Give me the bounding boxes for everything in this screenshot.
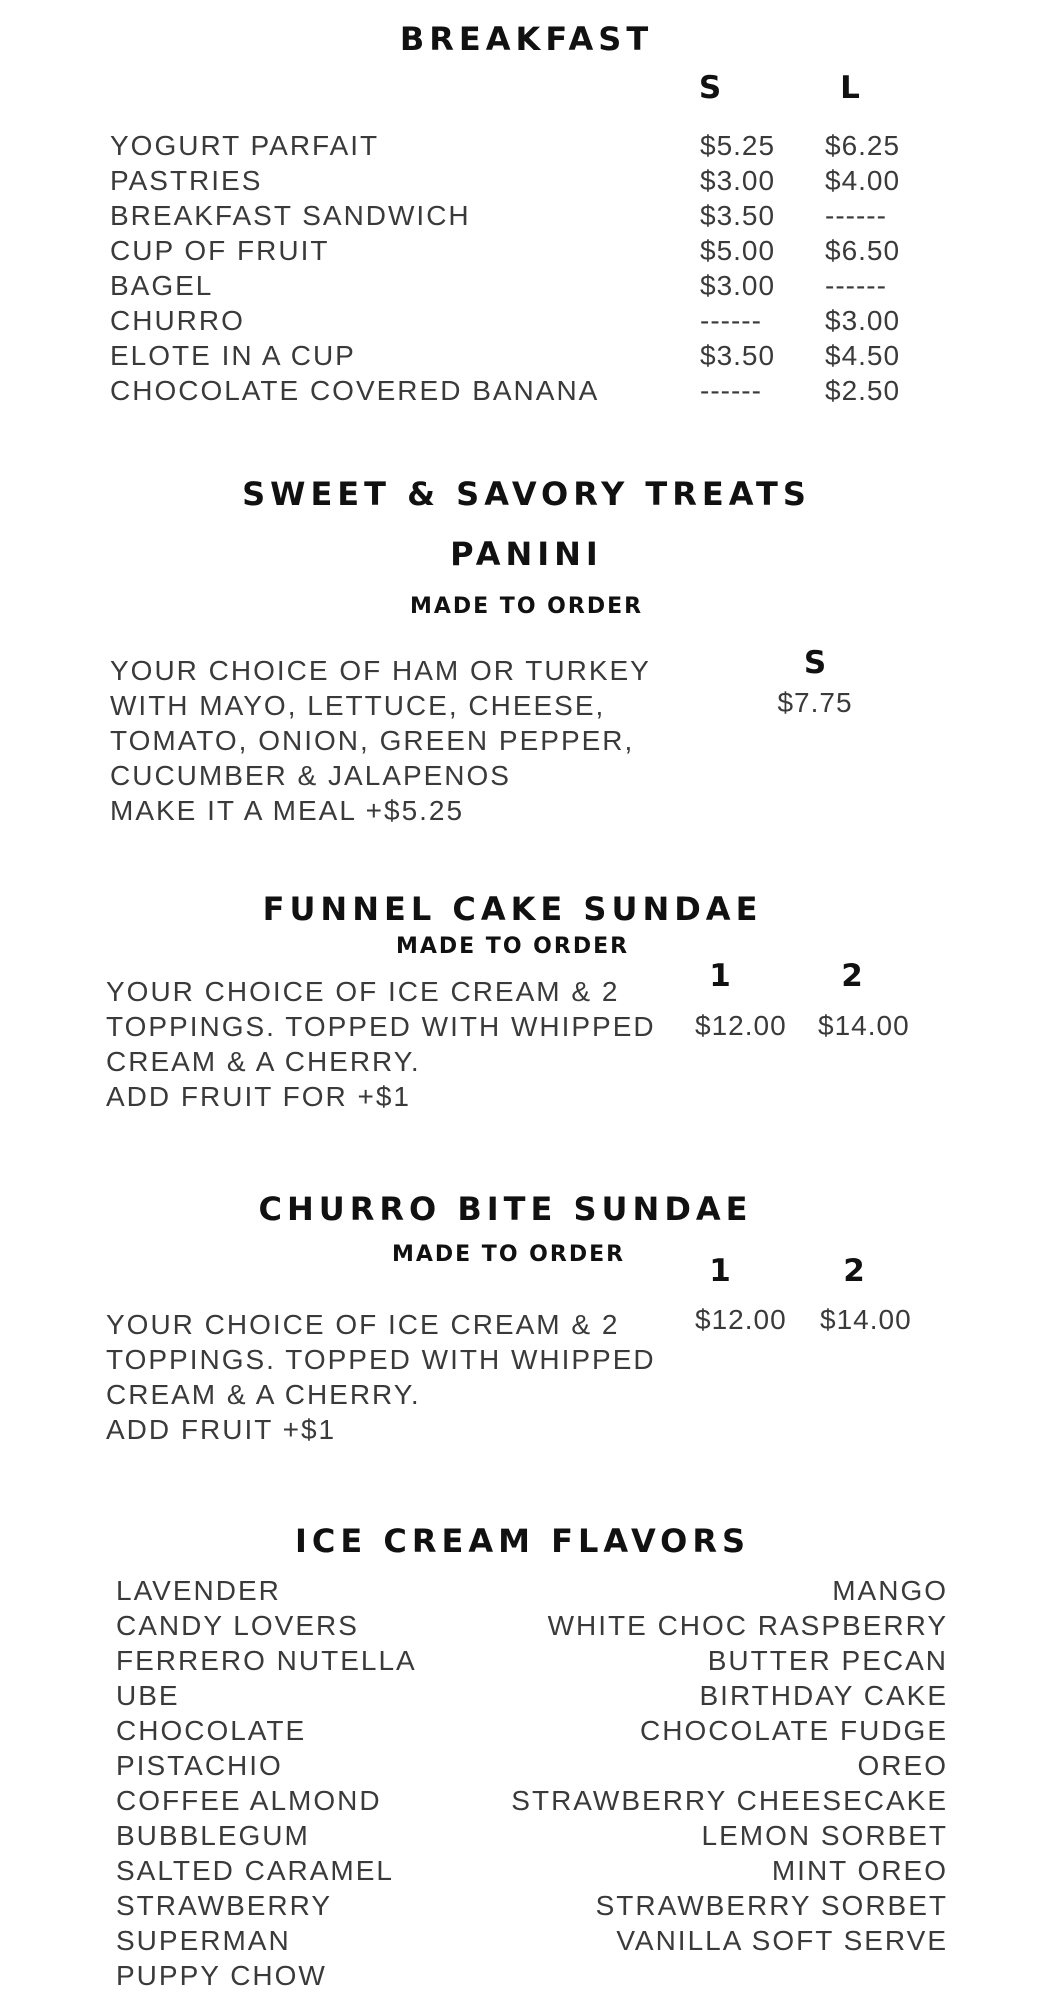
flavors-title: ICE CREAM FLAVORS — [294, 1522, 751, 1560]
panini-subtitle: MADE TO ORDER — [409, 594, 644, 619]
panini-description-line: TOMATO, ONION, GREEN PEPPER, — [110, 725, 635, 756]
flavor-item: CHOCOLATE — [116, 1715, 307, 1746]
flavor-item: CANDY LOVERS — [116, 1610, 359, 1641]
funnel-col-2-header: 2 — [841, 958, 863, 994]
flavor-item: UBE — [116, 1680, 180, 1711]
breakfast-item-price-large: $2.50 — [825, 375, 901, 406]
funnel-description-line: YOUR CHOICE OF ICE CREAM & 2 — [106, 976, 620, 1007]
breakfast-title: BREAKFAST — [399, 20, 654, 58]
funnel-title: FUNNEL CAKE SUNDAE — [262, 890, 763, 928]
breakfast-small-prices — [700, 128, 810, 408]
breakfast-item-price-small: $3.00 — [700, 270, 776, 301]
breakfast-item-list — [110, 128, 670, 408]
flavor-item: MINT OREO — [771, 1855, 948, 1886]
breakfast-item-price-small: ------ — [700, 375, 762, 406]
breakfast-item-name: CHURRO — [110, 305, 245, 336]
churro-sundae-description-line: YOUR CHOICE OF ICE CREAM & 2 — [106, 1309, 620, 1340]
flavor-item: BIRTHDAY CAKE — [699, 1680, 948, 1711]
flavor-item: STRAWBERRY — [116, 1890, 333, 1921]
breakfast-item-price-large: $6.25 — [825, 130, 901, 161]
funnel-description-line: CREAM & A CHERRY. — [106, 1046, 421, 1077]
panini-description — [110, 653, 670, 828]
panini-price-s: $7.75 — [777, 687, 853, 718]
breakfast-item-name: BAGEL — [110, 270, 214, 301]
breakfast-col-l-header: L — [840, 70, 860, 106]
breakfast-item-price-large: ------ — [825, 200, 887, 231]
funnel-description-line: TOPPINGS. TOPPED WITH WHIPPED — [106, 1011, 656, 1042]
panini-description-line: WITH MAYO, LETTUCE, CHEESE, — [110, 690, 606, 721]
breakfast-item-price-small: ------ — [700, 305, 762, 336]
flavor-item: LEMON SORBET — [701, 1820, 948, 1851]
flavor-item: WHITE CHOC RASPBERRY — [547, 1610, 948, 1641]
funnel-col-1-header: 1 — [709, 958, 731, 994]
panini-title: PANINI — [450, 535, 603, 573]
flavor-item: COFFEE ALMOND — [116, 1785, 382, 1816]
flavor-item: FERRERO NUTELLA — [116, 1645, 417, 1676]
treats-title: SWEET & SAVORY TREATS — [242, 475, 811, 513]
breakfast-item-name: CHOCOLATE COVERED BANANA — [110, 375, 600, 406]
flavor-item: CHOCOLATE FUDGE — [640, 1715, 948, 1746]
panini-description-line: MAKE IT A MEAL +$5.25 — [110, 795, 465, 826]
churro-sundae-col-2-header: 2 — [843, 1253, 865, 1289]
breakfast-large-prices — [825, 128, 935, 408]
flavor-item: BUBBLEGUM — [116, 1820, 310, 1851]
flavor-item: STRAWBERRY CHEESECAKE — [511, 1785, 948, 1816]
breakfast-item-name: YOGURT PARFAIT — [110, 130, 380, 161]
churro-sundae-price-1: $12.00 — [695, 1304, 787, 1335]
panini-col-s-header: S — [803, 645, 827, 681]
funnel-description — [106, 974, 666, 1114]
funnel-description-line: ADD FRUIT FOR +$1 — [106, 1081, 411, 1112]
breakfast-col-s-header: S — [698, 70, 722, 106]
churro-sundae-price-2: $14.00 — [820, 1304, 912, 1335]
funnel-price-2: $14.00 — [818, 1010, 910, 1041]
flavor-item: SALTED CARAMEL — [116, 1855, 394, 1886]
churro-sundae-description-line: ADD FRUIT +$1 — [106, 1414, 337, 1445]
breakfast-item-price-large: $4.00 — [825, 165, 901, 196]
flavor-item: VANILLA SOFT SERVE — [616, 1925, 948, 1956]
flavor-item: PUPPY CHOW — [116, 1960, 327, 1991]
breakfast-item-price-small: $3.50 — [700, 340, 776, 371]
breakfast-item-price-large: $3.00 — [825, 305, 901, 336]
breakfast-item-name: PASTRIES — [110, 165, 263, 196]
churro-sundae-title: CHURRO BITE SUNDAE — [258, 1190, 753, 1228]
breakfast-item-price-large: $4.50 — [825, 340, 901, 371]
breakfast-item-price-small: $3.50 — [700, 200, 776, 231]
panini-description-line: YOUR CHOICE OF HAM OR TURKEY — [110, 655, 651, 686]
breakfast-item-price-small: $5.25 — [700, 130, 776, 161]
flavor-item: PISTACHIO — [116, 1750, 283, 1781]
flavor-item: MANGO — [832, 1575, 948, 1606]
breakfast-item-name: CUP OF FRUIT — [110, 235, 330, 266]
breakfast-item-price-large: $6.50 — [825, 235, 901, 266]
churro-sundae-col-1-header: 1 — [709, 1253, 731, 1289]
flavor-item: BUTTER PECAN — [707, 1645, 948, 1676]
churro-sundae-description-line: TOPPINGS. TOPPED WITH WHIPPED — [106, 1344, 656, 1375]
churro-sundae-subtitle: MADE TO ORDER — [391, 1242, 626, 1267]
panini-description-line: CUCUMBER & JALAPENOS — [110, 760, 511, 791]
flavors-right-column — [450, 1573, 948, 1958]
breakfast-item-name: BREAKFAST SANDWICH — [110, 200, 471, 231]
churro-sundae-description-line: CREAM & A CHERRY. — [106, 1379, 421, 1410]
breakfast-item-name: ELOTE IN A CUP — [110, 340, 356, 371]
breakfast-item-price-small: $5.00 — [700, 235, 776, 266]
flavor-item: LAVENDER — [116, 1575, 281, 1606]
breakfast-item-price-large: ------ — [825, 270, 887, 301]
flavor-item: STRAWBERRY SORBET — [595, 1890, 948, 1921]
breakfast-item-price-small: $3.00 — [700, 165, 776, 196]
flavor-item: SUPERMAN — [116, 1925, 291, 1956]
funnel-price-1: $12.00 — [695, 1010, 787, 1041]
flavor-item: OREO — [857, 1750, 948, 1781]
funnel-subtitle: MADE TO ORDER — [395, 934, 630, 959]
churro-sundae-description — [106, 1307, 666, 1447]
